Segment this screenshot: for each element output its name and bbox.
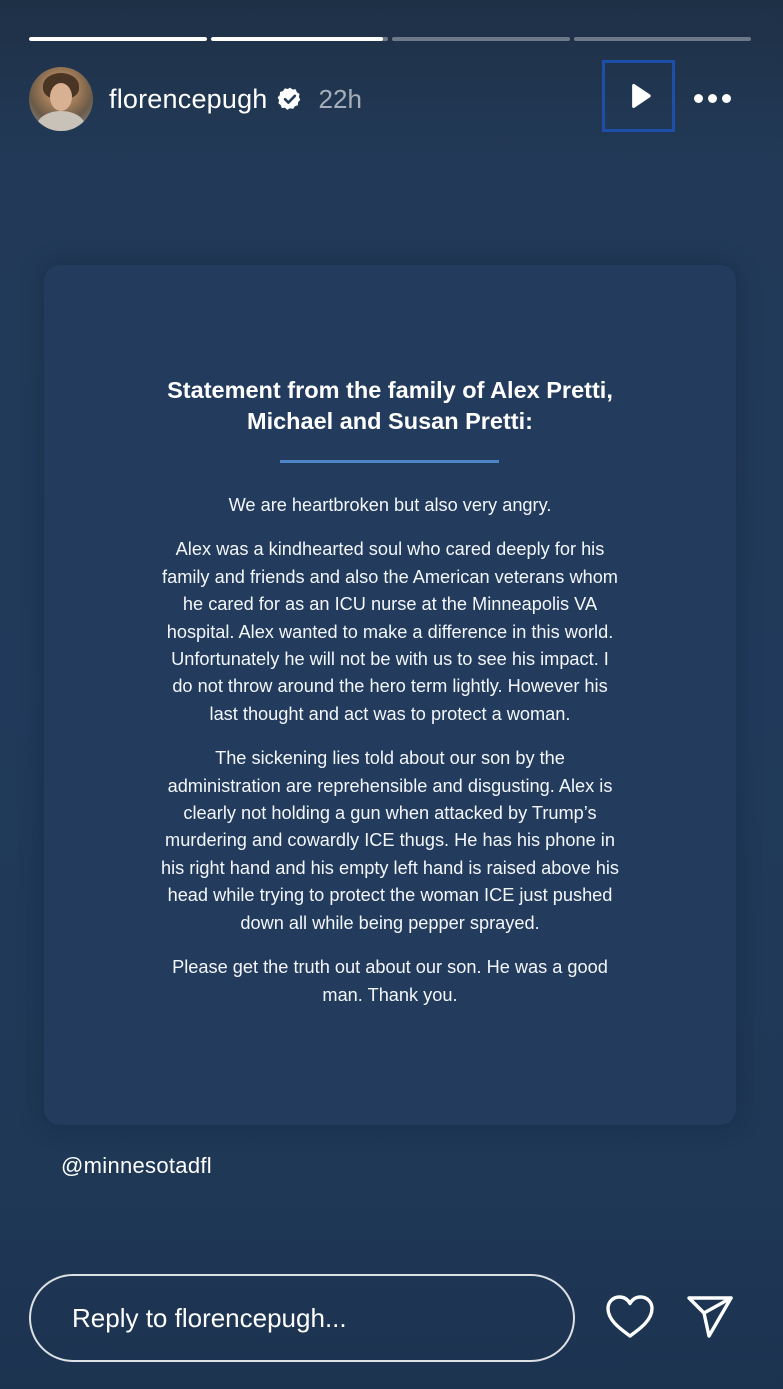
statement-line: down all while being pepper sprayed. xyxy=(240,912,540,933)
send-icon xyxy=(689,1298,731,1336)
progress-segment xyxy=(392,37,570,41)
statement-line: Please get the truth out about our son. He was a good xyxy=(172,957,608,978)
statement-paragraph xyxy=(74,536,706,728)
statement-line: We are heartbroken but also very angry. xyxy=(228,495,552,515)
statement-line: Alex was a kindhearted soul who cared deeply for his xyxy=(175,539,605,560)
story-progress-bar xyxy=(29,37,751,41)
statement-line: his right hand and his empty left hand is raised above his xyxy=(161,857,619,878)
statement-line: clearly not holding a gun when attacked by Trump’s xyxy=(183,803,597,824)
statement-line: man. Thank you. xyxy=(322,984,458,1005)
heart-icon xyxy=(608,1297,652,1336)
statement-line: head while trying to protect the woman ICE just pushed xyxy=(167,885,613,906)
statement-paragraph xyxy=(74,492,706,519)
progress-segment xyxy=(574,37,752,41)
statement-card xyxy=(44,265,736,1125)
statement-line: do not throw around the hero term lightly. However his xyxy=(172,676,608,697)
play-icon xyxy=(624,81,654,111)
statement-line: Unfortunately he will not be with us to see his impact. I xyxy=(171,649,609,670)
reply-input[interactable] xyxy=(29,1274,575,1362)
more-dot xyxy=(708,94,717,103)
reply-placeholder: Reply to florencepugh... xyxy=(72,1302,347,1333)
statement-line: last thought and act was to protect a woman. xyxy=(209,703,571,724)
avatar[interactable] xyxy=(29,67,93,131)
title-divider xyxy=(280,460,499,463)
statement-title xyxy=(44,375,736,437)
statement-line: The sickening lies told about our son by the xyxy=(215,748,565,769)
play-button[interactable] xyxy=(602,60,675,132)
verified-badge-icon xyxy=(277,86,303,112)
more-options-button[interactable] xyxy=(689,83,735,113)
progress-segment xyxy=(29,37,207,41)
more-dot xyxy=(722,94,731,103)
post-time: 22h xyxy=(318,83,362,114)
more-horizontal-icon xyxy=(694,94,703,103)
statement-paragraph xyxy=(74,745,706,937)
like-button[interactable] xyxy=(604,1293,656,1341)
statement-line: administration are reprehensible and disgusting. Alex is xyxy=(167,775,613,796)
statement-title-line: Statement from the family of Alex Pretti, xyxy=(167,377,613,403)
statement-title-line: Michael and Susan Pretti: xyxy=(247,408,533,434)
story-header xyxy=(29,67,751,131)
mention-sticker[interactable]: @minnesotadfl xyxy=(61,1153,212,1178)
username-link[interactable]: florencepugh xyxy=(109,83,268,114)
send-button[interactable] xyxy=(685,1293,735,1341)
statement-line: hospital. Alex wanted to make a difference in this world. xyxy=(166,621,614,642)
statement-line: murdering and cowardly ICE thugs. He has his phone in xyxy=(165,830,615,851)
statement-line: he cared for as an ICU nurse at the Minneapolis VA xyxy=(182,594,598,615)
statement-paragraph xyxy=(74,954,706,1009)
progress-segment xyxy=(211,37,389,41)
statement-body xyxy=(74,492,706,1026)
statement-line: family and friends and also the American veterans whom xyxy=(162,566,618,587)
